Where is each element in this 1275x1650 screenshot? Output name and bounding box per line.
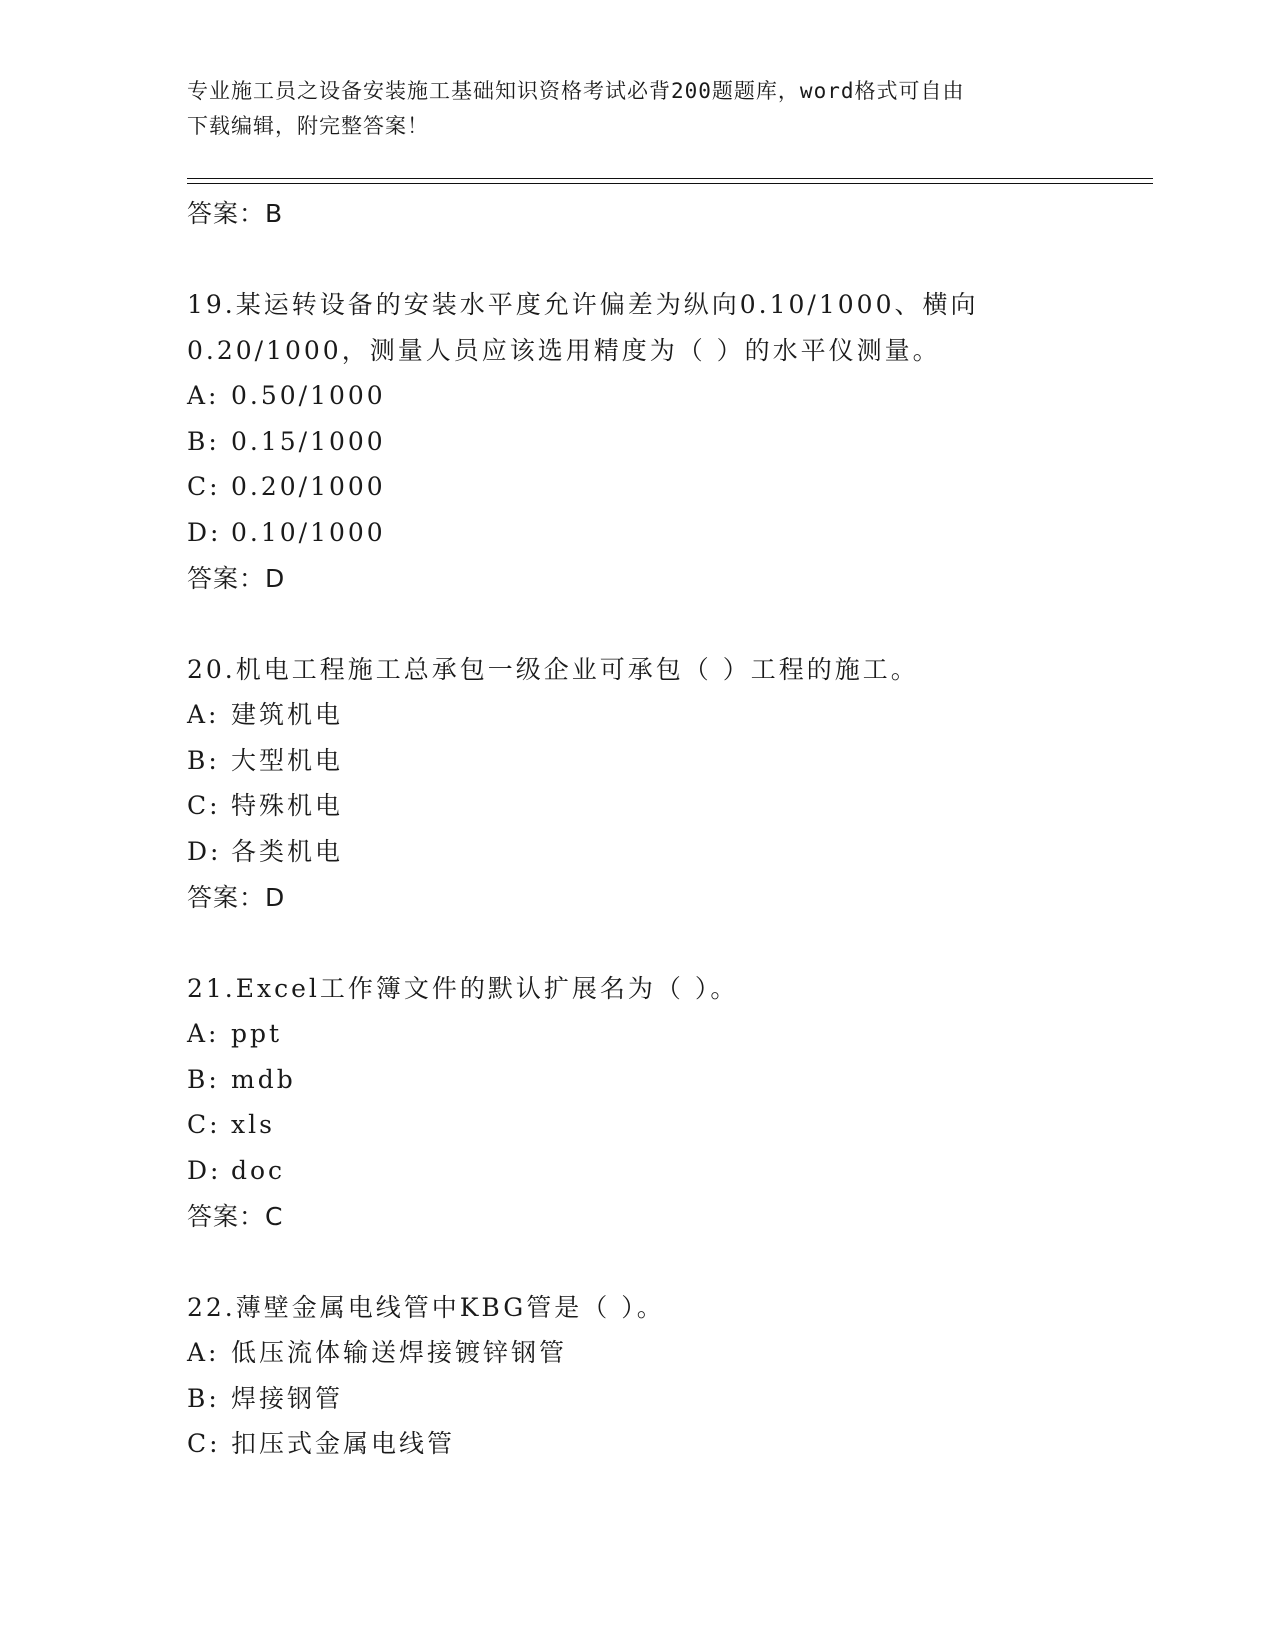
option-a <box>187 373 1147 419</box>
option-text: mdb <box>231 1064 296 1094</box>
option-text: xls <box>231 1110 275 1140</box>
question-block <box>187 966 1147 1240</box>
option-key: C: <box>187 1429 221 1459</box>
answer-line: 答案：D <box>187 882 286 912</box>
option-text: 0.50/1000 <box>231 381 386 411</box>
option-key: A: <box>187 1338 220 1368</box>
answer-line: 答案：C <box>187 1201 284 1231</box>
option-b <box>187 1376 1147 1422</box>
header-line-1: 专业施工员之设备安装施工基础知识资格考试必背200题题库，word格式可自由 <box>187 79 965 103</box>
option-a <box>187 692 1147 738</box>
option-text: 扣压式金属电线管 <box>231 1429 456 1459</box>
option-text: 0.20/1000 <box>231 472 386 502</box>
option-text: 0.15/1000 <box>231 426 386 456</box>
option-key: A: <box>187 1019 220 1049</box>
option-text: doc <box>231 1155 286 1185</box>
option-b <box>187 738 1147 784</box>
option-c <box>187 464 1147 510</box>
option-key: B: <box>187 426 220 456</box>
option-key: C: <box>187 472 221 502</box>
question-stem-line: 22.薄壁金属电线管中KBG管是（ ）。 <box>187 1292 665 1322</box>
option-text: 0.10/1000 <box>231 517 386 547</box>
option-text: 低压流体输送焊接镀锌钢管 <box>231 1338 568 1368</box>
header-divider-bottom <box>187 183 1153 184</box>
option-b <box>187 1057 1147 1103</box>
option-key: C: <box>187 791 221 821</box>
option-text: 建筑机电 <box>231 700 344 730</box>
option-key: C: <box>187 1110 221 1140</box>
option-d <box>187 510 1147 556</box>
option-key: D: <box>187 1155 222 1185</box>
question-stem-line: 20.机电工程施工总承包一级企业可承包（ ）工程的施工。 <box>187 654 919 684</box>
question-list <box>187 191 1147 1467</box>
answer-line: 答案：B <box>187 199 284 228</box>
answer-line: 答案：D <box>187 563 286 593</box>
option-text: 特殊机电 <box>231 791 344 821</box>
option-a <box>187 1011 1147 1057</box>
option-d <box>187 1148 1147 1194</box>
option-text: 各类机电 <box>231 836 344 866</box>
option-key: B: <box>187 1064 220 1094</box>
question-block <box>187 282 1147 602</box>
option-key: D: <box>187 517 222 547</box>
option-text: 大型机电 <box>231 745 344 775</box>
option-c <box>187 1102 1147 1148</box>
option-key: A: <box>187 381 220 411</box>
option-key: A: <box>187 700 220 730</box>
option-c <box>187 1421 1147 1467</box>
option-c <box>187 783 1147 829</box>
option-text: 焊接钢管 <box>231 1383 344 1413</box>
question-stem-line: 0.20/1000，测量人员应该选用精度为（ ）的水平仪测量。 <box>187 335 941 365</box>
header-divider-top <box>187 178 1153 179</box>
question-block <box>187 1285 1147 1467</box>
option-key: B: <box>187 1383 220 1413</box>
option-key: B: <box>187 745 220 775</box>
option-d <box>187 829 1147 875</box>
question-stem-line: 19.某运转设备的安装水平度允许偏差为纵向0.10/1000、横向 <box>187 290 979 319</box>
question-block <box>187 647 1147 921</box>
option-key: D: <box>187 836 222 866</box>
option-a <box>187 1330 1147 1376</box>
document-header <box>187 74 1087 144</box>
option-text: ppt <box>231 1019 283 1049</box>
header-line-2: 下载编辑，附完整答案！ <box>187 114 429 138</box>
question-stem-line: 21.Excel工作簿文件的默认扩展名为（ ）。 <box>187 973 739 1003</box>
option-b <box>187 419 1147 465</box>
